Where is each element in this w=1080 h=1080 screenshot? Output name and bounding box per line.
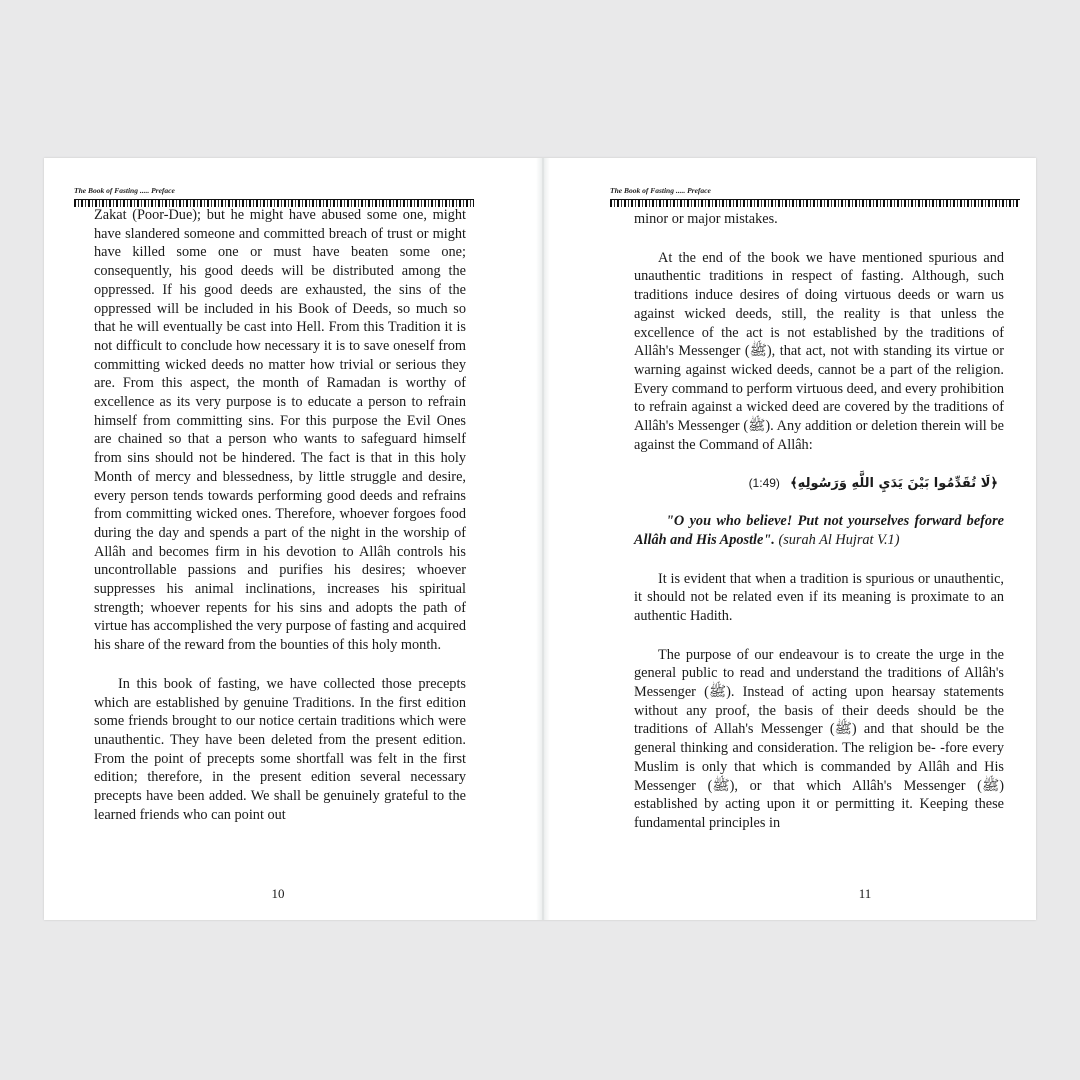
right-page (550, 158, 1036, 920)
running-head: The Book of Fasting ..... Preface (610, 186, 711, 195)
body-paragraph: In this book of fasting, we have collected those precepts which are established by genuine Traditions. In the first edition some friends brought to our notice certain traditions which were unauthentic. They have been deleted from the present edition. From the point of precepts some shortfall was felt in the first edition; therefore, in the present edition several necessary precepts have been added. We shall be genuinely grateful to the learned friends who can point out (94, 675, 466, 823)
body-paragraph: Zakat (Poor-Due); but he might have abused some one, might have slandered someone and committed breach of trust or might have killed some one or must have beaten some one; consequently, his good deeds will be distributed among the oppressed. If his good deeds are exhausted, the sins of the oppressed will be included in his Book of Deeds, so much so that he will eventually be cast into Hell. From this Tradition it is not difficult to conclude how necessary it is to save oneself from committing wicked deeds no matter how trivial or serious they are. From this aspect, the month of Ramadan is worthy of excellence as its very purpose is to educate a person to refrain himself from committing sins. For this purpose the Evil Ones are chained so that a person who wants to safeguard himself from sins should not be hindered. The fact is that in this holy Month of mercy and blessedness, by little struggle and desire, every person tends towards performing good deeds and refrains from committing wicked ones. Therefore, whoever forgoes food during the day and spends a part of the night in the worship of Allâh and becomes firm in his devotion to Allâh controls his uncontrollable passions and purifies his desires; whoever suppresses his animal inclinations, increases his spiritual strength; whoever repents for his sins and adopts the path of virtue has accomplished the very purpose of fasting and acquired his share of the reward from the bounties of this holy month. (94, 207, 466, 654)
book-gutter (536, 158, 550, 920)
left-page (44, 158, 536, 920)
body-paragraph: minor or major mistakes. (634, 211, 778, 227)
page-number: 10 (271, 886, 285, 901)
left-page-body (94, 206, 466, 825)
quran-verse (634, 474, 1004, 494)
verse-reference: (1:49) (748, 476, 780, 491)
book-spread (44, 158, 1036, 920)
right-page-body (634, 210, 1004, 833)
body-paragraph: It is evident that when a tradition is spurious or unauthentic, it should not be related even if its meaning is proximate to an authentic Hadith. (634, 570, 1004, 624)
quote-source: (surah Al Hujrat V.1) (778, 531, 900, 548)
body-paragraph: At the end of the book we have mentioned spurious and unauthentic traditions in respect of fasting. Although, such traditions induce desires of doing virtuous deeds or warn us against wicked deeds, still, the reality is that unless the excellence of the act is not established by the traditions of Allâh's Messenger (ﷺ), that act, not with standing its virtue or warning against wicked deeds, cannot be a part of the religion. Every command to perform virtuous deed, and every prohibition to refrain against a wicked deed are covered by the traditions of Allâh's Messenger (ﷺ). Any addition or deletion therein will be against the Command of Allâh: (634, 249, 1005, 453)
verse-translation (634, 512, 1004, 549)
running-head: The Book of Fasting ..... Preface (74, 186, 175, 195)
quote-text: "O you who believe! Put not yourselves forward before Allâh and His Apostle". (634, 513, 1004, 548)
header-ornament-rule (610, 199, 1020, 207)
page-number: 11 (858, 886, 872, 901)
arabic-verse-text: ﴿لَا تُقَدِّمُوا بَيْنَ يَدَيِ اللَّهِ وَرَسُولِهِ﴾ (790, 476, 998, 492)
body-paragraph: The purpose of our endeavour is to create the urge in the general public to read and understand the traditions of Allâh's Messenger (ﷺ). Instead of acting upon hearsay statements without any proof, the basis of their deeds should be the traditions of Allah's Messenger (ﷺ) and that should be the general thinking and consideration. The religion be- -fore every Muslim is only that which is commanded by Allâh and His Messenger (ﷺ), or that which Allâh's Messenger (ﷺ) established by acting upon it or permitting it. Keeping these fundamental principles in (634, 646, 1004, 831)
